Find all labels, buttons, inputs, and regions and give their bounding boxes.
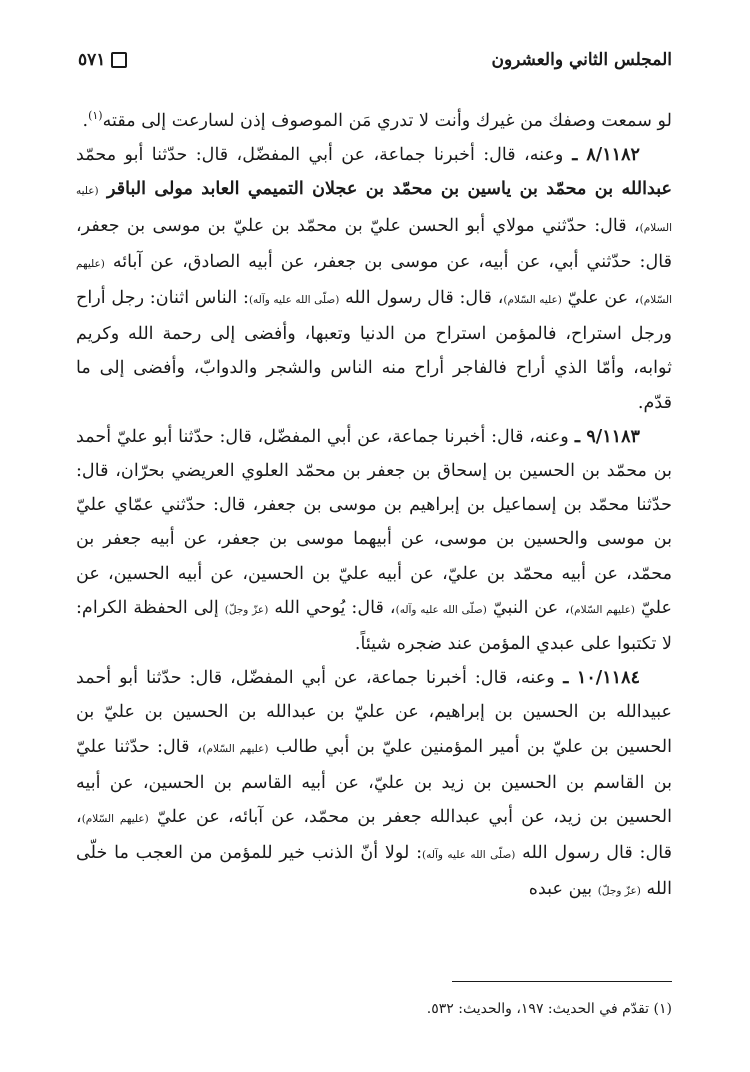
honorific: (عزّ وجلّ) (224, 603, 269, 616)
honorific: (صلّى الله عليه وآله) (395, 603, 487, 616)
page-number (78, 50, 127, 70)
main-text (76, 104, 672, 909)
honorific: (صلّى الله عليه وآله) (248, 294, 340, 307)
honorific: (صلّى الله عليه وآله) (422, 849, 516, 862)
hadith-number: ٩/١١٨٣ (586, 425, 640, 447)
honorific: (عليهم السّلام) (76, 257, 673, 307)
running-title: المجلس الثاني والعشرون (491, 50, 672, 70)
honorific: (عليه السلام) (76, 185, 672, 234)
footnote-reference: (١) (88, 109, 103, 123)
page-header (78, 44, 672, 76)
page-number-text: ٥٧١ (78, 50, 106, 70)
hadith-number: ١٠/١١٨٤ (576, 667, 641, 689)
honorific: (عليهم السّلام) (202, 742, 269, 755)
honorific: (عليه السّلام) (503, 294, 562, 307)
page-number-box-icon (111, 52, 127, 68)
hadith-number: ٨/١١٨٢ (586, 144, 641, 166)
hadith-1182: ٨/١١٨٢ ـ وعنه، قال: أخبرنا جماعة، عن أبي المفضّل، قال: حدّثنا أبو محمّد عبدالله بن محمّد بن ياسين بن محمّد بن عجلان التميمي العابد مولى الباقر (عليه السلام)، قال: حدّثني مولاي أبو الحسن عليّ بن محمّد بن عليّ بن موسى بن جعفر، قال: حدّثني أبي، عن أبيه، عن موسى بن جعفر، عن أبيه الصادق، عن آبائه (عليهم السّلام)، عن عليّ (عليه السّلام)، قال: قال رسول الله (صلّى الله عليه وآله): الناس اثنان: رجل أراح ورجل استراح، فالمؤمن استراح من الدنيا وتعبها، وأفضى إلى رحمة الله وكريم ثوابه، وأمّا الذي أراح فالفاجر أراح منه الناس والشجر والدوابّ، وأفضى إلى ما قدّم. (76, 144, 673, 413)
hadith-1183: ٩/١١٨٣ ـ وعنه، قال: أخبرنا جماعة، عن أبي المفضّل، قال: حدّثنا أبو عليّ أحمد بن محمّد بن الحسين بن إسحاق بن جعفر بن محمّد العلوي العريضي بحرّان، قال: حدّثنا محمّد بن إسماعيل بن إبراهيم بن موسى بن جعفر، قال: حدّثني عمّاي عليّ بن موسى والحسين بن موسى، عن أبيهما موسى بن جعفر، عن أبيه جعفر بن محمّد، عن أبيه محمّد بن عليّ، عن أبيه عليّ بن الحسين، عن أبيه الحسين، عن عليّ (عليهم السّلام)، عن النبيّ (صلّى الله عليه وآله)، قال: يُوحي الله (عزّ وجلّ) إلى الحفظة الكرام: لا تكتبوا على عبدي المؤمن عند ضجره شيئاً. (76, 425, 672, 655)
hadith-1184: ١٠/١١٨٤ ـ وعنه، قال: أخبرنا جماعة، عن أبي المفضّل، قال: حدّثنا أبو أحمد عبيدالله بن الحسين بن إبراهيم، عن عليّ بن عبدالله بن الحسين بن عليّ بن الحسين بن عليّ بن أمير المؤمنين عليّ بن أبي طالب (عليهم السّلام)، قال: حدّثنا عليّ بن القاسم بن الحسين بن زيد بن عليّ، عن أبيه القاسم بن الحسين، عن أبيه الحسين بن زيد، عن أبي عبدالله جعفر بن محمّد، عن آبائه، عن عليّ (عليهم السّلام)، قال: قال رسول الله (صلّى الله عليه وآله): لولا أنّ الذنب خير للمؤمن من العجب ما خلّى الله (عزّ وجلّ) بين عبده (76, 667, 672, 900)
honorific: (عليهم السّلام) (570, 603, 635, 616)
honorific: (عزّ وجلّ) (597, 885, 641, 898)
footnote-divider (452, 981, 672, 982)
footnote: (١) تقدّم في الحديث: ١٩٧، والحديث: ٥٣٢. (426, 1001, 672, 1017)
continuation-paragraph: لو سمعت وصفك من غيرك وأنت لا تدري مَن الموصوف إذن لسارعت إلى مقته$^{(١)}$. (82, 109, 672, 131)
honorific: (عليهم السّلام) (81, 813, 149, 826)
